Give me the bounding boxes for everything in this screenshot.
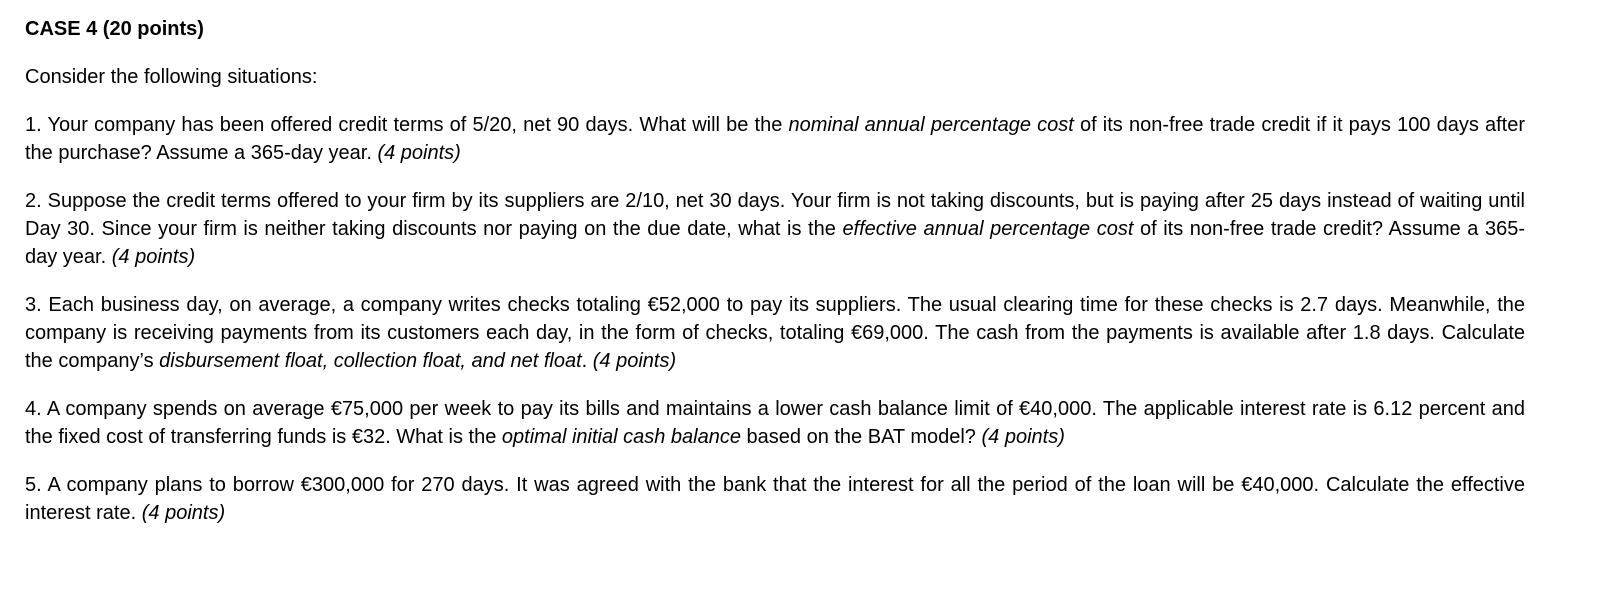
question-1 bbox=[25, 111, 1525, 167]
question-points: (4 points) bbox=[981, 426, 1065, 448]
question-text-continued: of its non-free trade credit? Assume a 365-day year. bbox=[25, 218, 1525, 268]
question-4 bbox=[25, 395, 1525, 451]
question-2 bbox=[25, 187, 1525, 271]
question-points: (4 points) bbox=[111, 246, 196, 268]
question-number: 2. bbox=[25, 190, 42, 212]
question-number: 3. bbox=[25, 294, 42, 316]
question-emphasis: disbursement float, collection float, and net float bbox=[159, 350, 582, 372]
intro-text: Consider the following situations: bbox=[25, 66, 318, 88]
question-number: 1. bbox=[25, 114, 42, 136]
question-3 bbox=[25, 291, 1525, 375]
question-points: (4 points) bbox=[141, 502, 226, 524]
question-emphasis: nominal annual percentage cost bbox=[788, 114, 1074, 136]
question-text: A company plans to borrow €300,000 for 270 days. It was agreed with the bank that the interest for all the period of the loan will be €40,000. Calculate the effective interest rate. bbox=[25, 474, 1525, 524]
question-points: (4 points) bbox=[377, 142, 461, 164]
question-points: (4 points) bbox=[592, 350, 677, 372]
question-text: Suppose the credit terms offered to your firm by its suppliers are 2/10, net 30 days. Your firm is not taking discounts, but is paying after 25 days instead of waiting until Day 30. Since your firm is neither taking discounts nor paying on the due date, what is the bbox=[25, 190, 1525, 240]
question-number: 4. bbox=[25, 398, 42, 420]
question-text: A company spends on average €75,000 per week to pay its bills and maintains a lower cash balance limit of €40,000. The applicable interest rate is 6.12 percent and the fixed cost of transferring funds is €32. What is the bbox=[25, 398, 1526, 448]
question-emphasis: effective annual percentage cost bbox=[842, 218, 1134, 240]
question-number: 5. bbox=[25, 474, 42, 496]
question-5 bbox=[25, 471, 1525, 527]
question-emphasis: optimal initial cash balance bbox=[501, 426, 741, 448]
question-text: Each business day, on average, a company writes checks totaling €52,000 to pay its suppliers. The usual clearing time for these checks is 2.7 days. Meanwhile, the company is receiving payments from its customers each day, in the form of checks, totaling €69,000. The cash from the payments is available after 1.8 days. Calculate the company’s bbox=[25, 294, 1525, 372]
question-text: Your company has been offered credit terms of 5/20, net 90 days. What will be the bbox=[47, 114, 783, 136]
case-title: CASE 4 (20 points) bbox=[25, 18, 204, 40]
question-text-continued: of its non-free trade credit if it pays 100 days after the purchase? Assume a 365-day year. bbox=[25, 114, 1525, 164]
question-text-continued: . bbox=[581, 350, 588, 372]
question-text-continued: based on the BAT model? bbox=[746, 426, 976, 448]
